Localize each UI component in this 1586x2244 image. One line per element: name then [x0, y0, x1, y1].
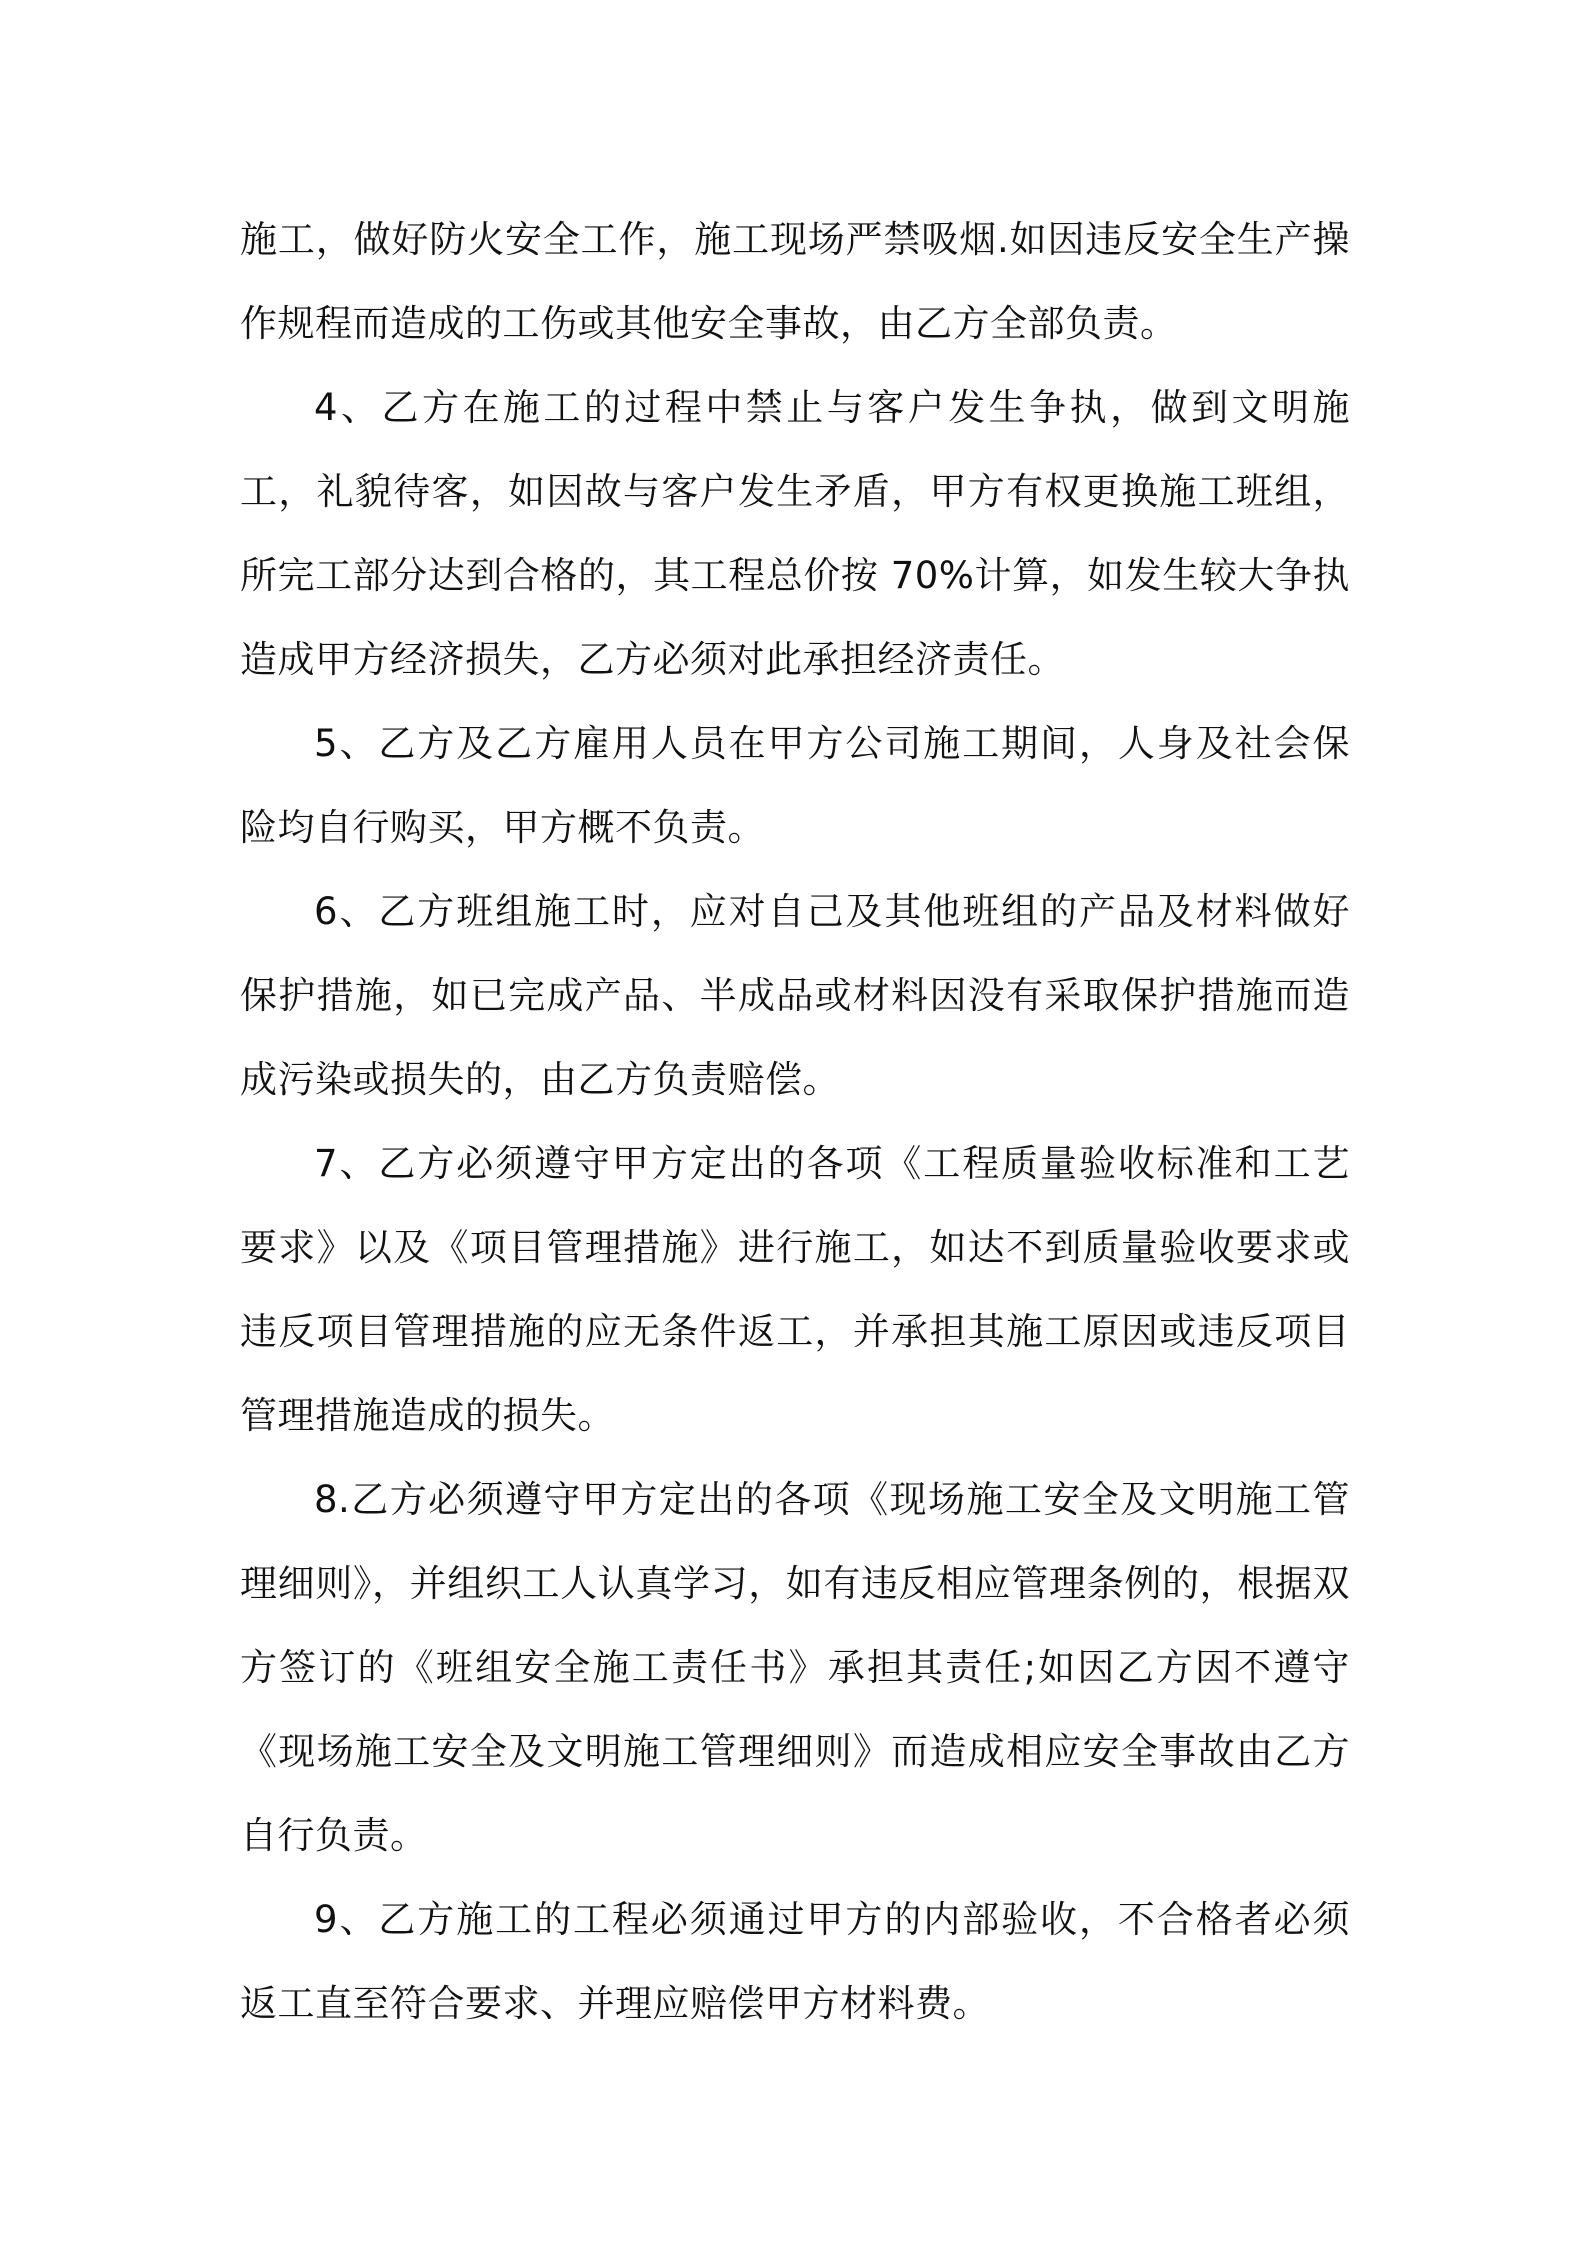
- paragraph-continuation: 施工，做好防火安全工作，施工现场严禁吸烟.如因违反安全生产操作规程而造成的工伤或其他安全事故，由乙方全部负责。: [240, 218, 1350, 345]
- document-body: [240, 198, 1350, 2046]
- paragraph-clause-5: 5、乙方及乙方雇用人员在甲方公司施工期间，人身及社会保险均自行购买，甲方概不负责。: [240, 722, 1350, 849]
- paragraph-clause-4: 4、乙方在施工的过程中禁止与客户发生争执，做到文明施工，礼貌待客，如因故与客户发生矛盾，甲方有权更换施工班组，所完工部分达到合格的，其工程总价按 70%计算，如发生较大争执造成甲方经济损失，乙方必须对此承担经济责任。: [240, 386, 1350, 681]
- paragraph-clause-8: 8.乙方必须遵守甲方定出的各项《现场施工安全及文明施工管理细则》，并组织工人认真学习，如有违反相应管理条例的，根据双方签订的《班组安全施工责任书》承担其责任;如因乙方因不遵守《现场施工安全及文明施工管理细则》而造成相应安全事故由乙方自行负责。: [240, 1478, 1350, 1857]
- paragraph-clause-6: 6、乙方班组施工时，应对自己及其他班组的产品及材料做好保护措施，如已完成产品、半成品或材料因没有采取保护措施而造成污染或损失的，由乙方负责赔偿。: [240, 890, 1350, 1101]
- paragraph-clause-9: 9、乙方施工的工程必须通过甲方的内部验收，不合格者必须返工直至符合要求、并理应赔偿甲方材料费。: [240, 1898, 1350, 2025]
- paragraph-clause-7: 7、乙方必须遵守甲方定出的各项《工程质量验收标准和工艺要求》以及《项目管理措施》进行施工，如达不到质量验收要求或违反项目管理措施的应无条件返工，并承担其施工原因或违反项目管理措施造成的损失。: [240, 1142, 1350, 1437]
